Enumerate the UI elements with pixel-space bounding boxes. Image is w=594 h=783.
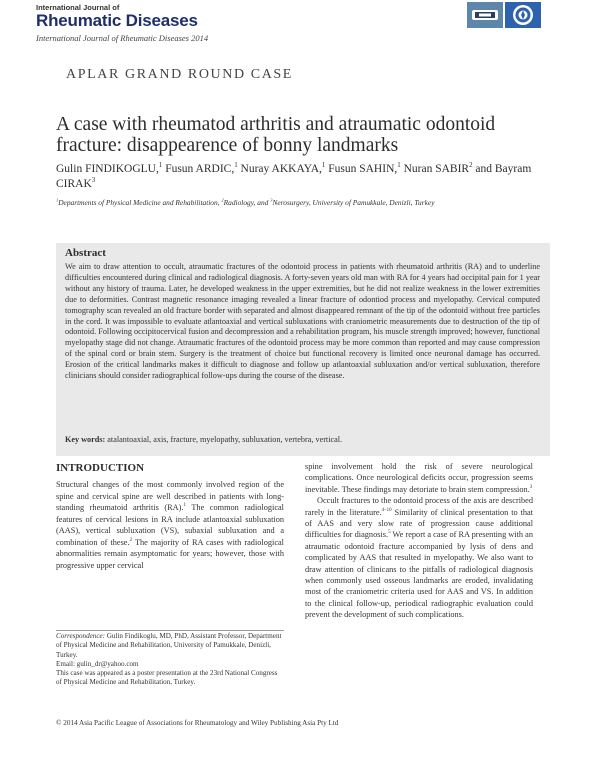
correspondence-note [56,632,284,688]
intro-text: We report a case of RA presenting with an atraumatic odontoid fracture accompanied by lysis of dens and complicated by AAS that resulted in myelopathy. We also want to draw attention of clinicans to the pitfalls of radiological diagnosis when commonly used osseous landmarks are eroded, invalidating most of the craniometric criteria used for AAS and VS. In addition to the clinical follow-up, periodical radiographic evaluation could prevent the development of such complications. [305,530,533,620]
footnote-divider [56,630,284,631]
author-3: Nuray AKKAYA, [237,163,322,175]
correspondence-label: Correspondence: [56,632,105,640]
copyright-footer: © 2014 Asia Pacific League of Associations for Rheumatology and Wiley Publishing Asia Pty Ltd [56,719,339,727]
intro-text: The common radiological features of cervical lesions in RA include atlantoaxial subluxation (AAS), vertical subluxation (VS), subaxial subluxation and a combination of these. [56,503,284,547]
article-title: A case with rheumatod arthritis and atraumatic odontoid fracture: disappearence of bonny landmarks [56,114,496,156]
correspondence-text: Gulin Findikoglu, MD, PhD, Assistant Professor, Department of Physical Medicine and Rehabilitation, University of Pamukkale, Denizli, Turkey. [56,632,282,659]
aplar-seal-icon [505,2,541,28]
wiley-logo-icon [467,2,503,28]
author-5-affil: 2 [469,162,473,170]
author-6: and Bayram CIRAK [56,163,532,190]
intro-text: spine involvement hold the risk of severe neurological complications. Once neurological deficits occur, progression seems inevitable. These findings may detoriate to brain stem compression. [305,462,533,494]
abstract-text: We aim to draw attention to occult, atraumatic fractures of the odontoid process in patients with rheumatoid arthritis (RA) and to underline difficulties encountered during clinical and radiological diagnosis. A forty-seven years old man with RA for 4 years had occipital pain for 1 year without any history of trauma. Later, he developed weakness in the upper extremities, but he did not realize weakness in the lower extremities due to deformities. Contrast magnetic resonance imaging revealed a linear fracture of odontiod process and myelopathy. Cervical computed tomography scan revealed an old fracture border with separated and almost disappeared remnant of the tip of the odontoid without free particles in the cord. It was impossible to evaluate atlantoaxial and vertical subluxations with craniometric measurements due to destruction of the tip of odontoid. Following occipitocervical fusion and decompression and a rehabilitation program, his muscle strength improved; however, functional myelopathy stage did not change. Atraumatic fractures of the odontoid process may be more common than reported and may cause compression of the spinal cord or brain stem. Surgery is the treatment of choice but functional recovery is limited once neuronal damage has occurred. Erosion of the critical landmarks makes it difficult to diagnose and follow up atlantoaxial subluxation and/or vertical subluxation, therefore clinicians should consider radiographical follow-ups during the course of the disease. [65,262,540,381]
citation: 4–10 [381,507,392,513]
author-list [56,162,536,192]
journal-title-prefix: International Journal of [36,3,120,12]
journal-issue-line: International Journal of Rheumatic Diseases 2014 [36,33,209,43]
intro-paragraph-2 [305,495,533,620]
affil-1: Departments of Physical Medicine and Rehabilitation, [58,198,222,207]
introduction-heading: INTRODUCTION [56,462,145,474]
intro-text: Occult fractures to the odontoid process of the axis are described rarely in the literature. [305,496,533,517]
author-1-affil: 1 [158,162,163,170]
citation: 1 [183,503,186,509]
author-1: Gulin FINDIKOGLU, [56,163,159,175]
intro-text: The majority of RA cases with radiological abnormalities remain asymptomatic for years; however, those with progressive upper cervical [56,537,284,570]
affil-3-mark: 3 [270,197,273,203]
journal-title: Rheumatic Diseases [36,11,198,30]
abstract-heading: Abstract [65,247,106,259]
affil-2: Radiology, and [223,198,271,207]
author-5: Nuran SABIR [400,163,470,175]
intro-text: Structural changes of the most commonly involved region of the spine and cervical spine are well described in patients with long-standing rheumatoid arthritis (RA). [56,480,284,512]
intro-right-column [305,461,533,621]
intro-paragraph-1 [56,479,284,571]
keywords-list: atalantoaxial, axis, fracture, myelopathy, subluxation, vertebra, vertical. [105,435,343,444]
section-label: APLAR GRAND ROUND CASE [66,67,293,82]
intro-paragraph-1-cont [305,461,533,495]
presentation-note: This case was appeared as a poster presentation at the 23rd National Congress of Physical Medicine and Rehabilitation, Turkey. [56,669,278,687]
affiliations [56,198,546,207]
author-2: Fusun ARDIC, [162,163,235,175]
keywords [65,435,540,444]
author-6-affil: 3 [91,177,96,185]
affil-2-mark: 2 [221,197,224,203]
affil-3: Nerosurgery, University of Pamukkale, Denizli, Turkey [272,198,435,207]
author-3-affil: 1 [321,162,326,170]
citation: 5 [388,530,391,536]
author-2-affil: 1 [234,162,238,170]
citation: 3 [529,485,533,491]
citation: 2 [129,537,133,543]
correspondence-address [56,632,284,660]
intro-left-column [56,479,284,571]
author-4: Fusun SAHIN, [325,163,398,175]
correspondence-email: Email: gulin_dr@yahoo.com [56,659,139,668]
author-4-affil: 1 [397,162,401,170]
intro-text: Similarity of clinical presentation to that of AAS and very slow rate of progression cause additional difficulties for diagnosis. [305,507,533,540]
affil-1-mark: 1 [56,197,59,203]
keywords-label: Key words: [65,435,106,444]
